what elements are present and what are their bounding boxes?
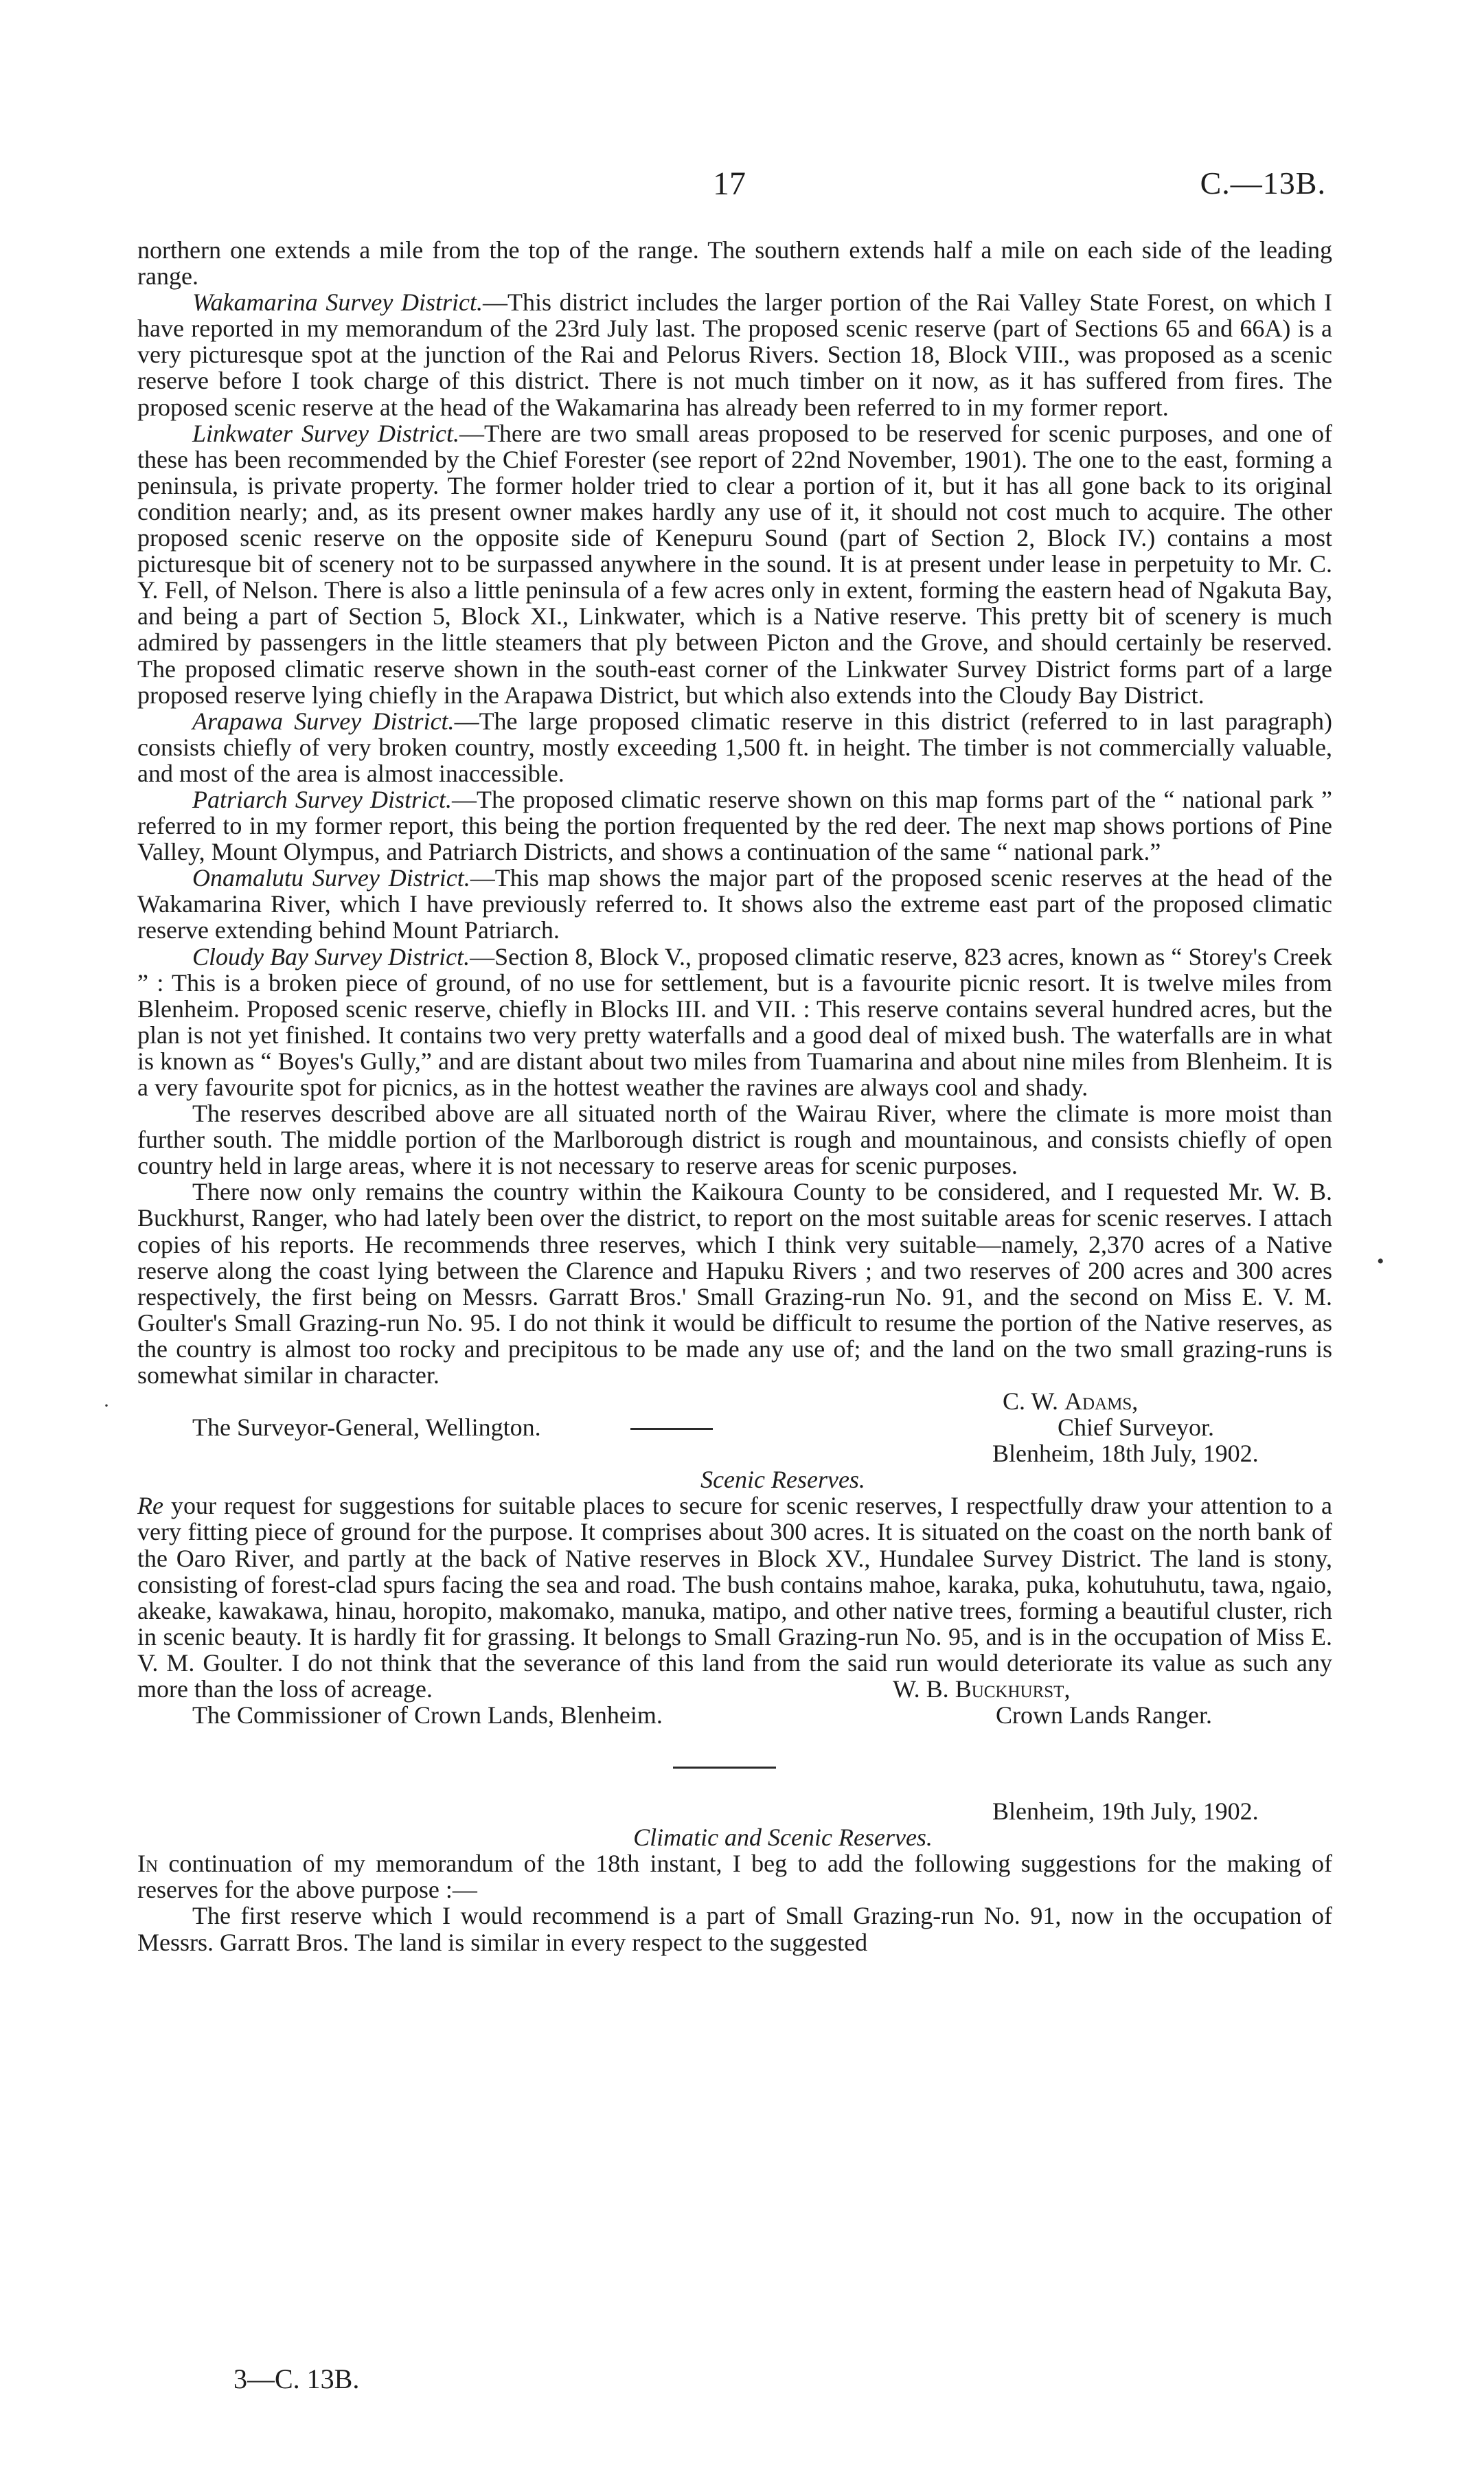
paragraph-text: —There are two small areas proposed to be reserved for scenic purposes, and one of these has been recommended by the Chief Forester (see report of 22nd November, 1901). The one to the east, forming a peninsula, is private property. The former holder tried to clear a portion of it, but it has all gone back to its original condition nearly; and, as its present owner makes hardly any use of it, it should not cost much to acquire. The other proposed scenic reserve on the opposite side of Kenepuru Sound (part of Section 2, Block IV.) contains a most picturesque bit of scenery not to be surpassed anywhere in the sound. It is at present under lease in perpetuity to Mr. C. Y. Fell, of Nelson. There is also a little peninsula of a few acres only in extent, forming the eastern head of Ngakuta Bay, and being a part of Section 5, Block XI., Linkwater, which is a Native reserve. This pretty bit of scenery is much admired by passengers in the little steamers that ply between Picton and the Grove, and should certainly be reserved. The proposed climatic reserve shown in the south-east corner of the Linkwater Survey District forms part of a large proposed reserve lying chiefly in the Arapawa District, but which also extends into the Cloudy Bay District. [137,419,1332,709]
signatory-name [893,1676,1070,1702]
signatory-surname: Adams [1064,1387,1132,1416]
paragraph-patriarch [137,786,1332,865]
signature-mark: 3—C. 13B. [233,2363,360,2394]
paragraph-text: —Section 8, Block V., proposed climatic reserve, 823 acres, known as “ Storey's Creek ” : This is a broken piece of ground, of no use for settlement, but is a favourite picnic resort. It is twelve miles from Blenheim. Proposed scenic reserve, chiefly in Blocks III. and VII. : This reserve contains several hundred acres, but the plan is not yet finished. It contains two very pretty waterfalls and a good deal of mixed bush. The waterfalls are in what is known as “ Boyes's Gully,” and are distant about two miles from Tuamarina and about nine miles from Blenheim. It is a very favourite spot for picnics, as in the hottest weather the ravines are always cool and shady. [137,942,1332,1101]
stray-mark: • [1377,1250,1384,1273]
paragraph-wakamarina [137,289,1332,420]
addressee: The Surveyor-General, Wellington. [192,1414,541,1442]
signatory-initials: W. B. [893,1675,955,1703]
spacer [137,1757,1332,1798]
letter-body-climatic [137,1850,1332,1903]
district-heading: Arapawa Survey District. [192,707,455,735]
paragraph-continuation: northern one extends a mile from the top of the range. The southern extends half a mile on each side of the leading range. [137,236,1332,291]
addressee: The Commissioner of Crown Lands, Blenheim. [192,1701,663,1729]
signatory-title: Crown Lands Ranger. [996,1701,1212,1729]
separator-rule [673,1767,776,1769]
paragraph-text: —The proposed climatic reserve shown on this map forms part of the “ national park ” referred to in my former report, this being the portion frequented by the red deer. The next map shows portions of Pine Valley, Mount Olympus, and Patriarch Districts, and shows a continuation of the same “ national park.” [137,785,1332,866]
letter-title: Climatic and Scenic Reserves. [633,1824,933,1852]
paragraph-cloudy-bay [137,944,1332,1101]
body-text [137,237,1332,1955]
stray-mark: · [103,1394,110,1417]
paragraph-linkwater [137,420,1332,708]
page-number: 17 [713,166,746,202]
signature-block-buckhurst [137,1675,1332,1757]
paragraph-text: —This district includes the larger portion of the Rai Valley State Forest, on which I have reported in my memorandum of the 23rd July last. The proposed scenic reserve (part of Sections 65 and 66A) is a very picturesque spot at the junction of the Rai and Pelorus Rivers. Section 18, Block VIII., was proposed as a scenic reserve before I took charge of this district. There is not much timber on it now, as it has suffered from fires. The proposed scenic reserve at the head of the Wakamarina has already been referred to in my former report. [137,288,1332,421]
signatory-title: Chief Surveyor. [1058,1414,1214,1442]
separator-rule [630,1428,713,1430]
district-heading: Linkwater Survey District. [192,419,460,447]
district-heading: Cloudy Bay Survey District. [192,942,470,971]
letter-text: your request for suggestions for suitable places to secure for scenic reserves, I respectfully draw your attention to a very fitting piece of ground for the purpose. It comprises about 300 acres. It is situated on the coast on the north bank of the Oaro River, and partly at the back of Native reserves in Block XV., Hundalee Survey District. The land is stony, consisting of forest-clad spurs facing the sea and road. The bush contains mahoe, karaka, puka, kohutuhutu, tawa, ngaio, akeake, kawakawa, hinau, horopito, makomako, manuka, matipo, and other native trees, forming a beautiful cluster, rich in scenic beauty. It is hardly fit for grassing. It belongs to Small Grazing-run No. 95, and is in the occupation of Miss E. V. M. Goulter. I do not think that the severance of this land from the said run would deteriorate its value as such any more than the loss of acreage. [137,1492,1332,1703]
page-header [0,165,1484,213]
district-heading: Onamalutu Survey District. [192,864,470,892]
district-heading: Patriarch Survey District. [192,785,453,813]
paragraph-text: —The large proposed climatic reserve in this district (referred to in last paragraph) consists chiefly of very broken country, mostly exceeding 1,500 ft. in height. The timber is not commercially valuable, and most of the area is almost inaccessible. [137,707,1332,787]
paragraph-arapawa [137,708,1332,786]
signatory-surname: Buckhurst [955,1675,1064,1703]
letter-date: Blenheim, 19th July, 1902. [992,1797,1259,1826]
signatory-suffix: , [1132,1387,1139,1416]
letter-opening: In [137,1850,159,1878]
letter-body-scenic [137,1493,1332,1702]
signature-block-adams [137,1388,1332,1440]
document-reference: C.—13B. [1200,166,1326,201]
paragraph-onamalutu [137,865,1332,943]
letter-text: continuation of my memorandum of the 18th instant, I beg to add the following suggestions for the making of reserves for the above purpose :— [137,1850,1332,1904]
signatory-name [1003,1388,1138,1414]
signatory-suffix: , [1064,1675,1071,1703]
letter-date: Blenheim, 18th July, 1902. [992,1440,1259,1468]
letter-body-climatic-continued: The first reserve which I would recommend is a part of Small Grazing-run No. 91, now in the occupation of Messrs. Garratt Bros. The land is similar in every respect to the suggested [137,1902,1332,1956]
letter-opening: Re [137,1492,163,1520]
letter-title: Scenic Reserves. [700,1466,865,1494]
paragraph-reserves-summary: The reserves described above are all situated north of the Wairau River, where the climate is more moist than further south. The middle portion of the Marlborough district is rough and mountainous, and consists chiefly of open country held in large areas, where it is not necessary to reserve areas for scenic purposes. [137,1100,1332,1180]
district-heading: Wakamarina Survey District. [192,288,483,317]
paragraph-text: —This map shows the major part of the proposed scenic reserves at the head of the Wakamarina River, which I have previously referred to. It shows also the extreme east part of the proposed climatic reserve extending behind Mount Patriarch. [137,864,1332,944]
signatory-initials: C. W. [1003,1387,1065,1416]
paragraph-kaikoura: There now only remains the country within the Kaikoura County to be considered, and I requested Mr. W. B. Buckhurst, Ranger, who had lately been over the district, to report on the most suitable areas for scenic reserves. I attach copies of his reports. He recommends three reserves, which I think very suitable—namely, 2,370 acres of a Native reserve along the coast lying between the Clarence and Hapuku Rivers ; and two reserves of 200 acres and 300 acres respectively, the first being on Messrs. Garratt Bros.' Small Grazing-run No. 91, and the second on Miss E. V. M. Goulter's Small Grazing-run No. 95. I do not think it would be difficult to resume the portion of the Native reserves, as the country is almost too rocky and precipitous to be made any use of; and the land on the two small grazing-runs is somewhat similar in character. [137,1178,1332,1389]
